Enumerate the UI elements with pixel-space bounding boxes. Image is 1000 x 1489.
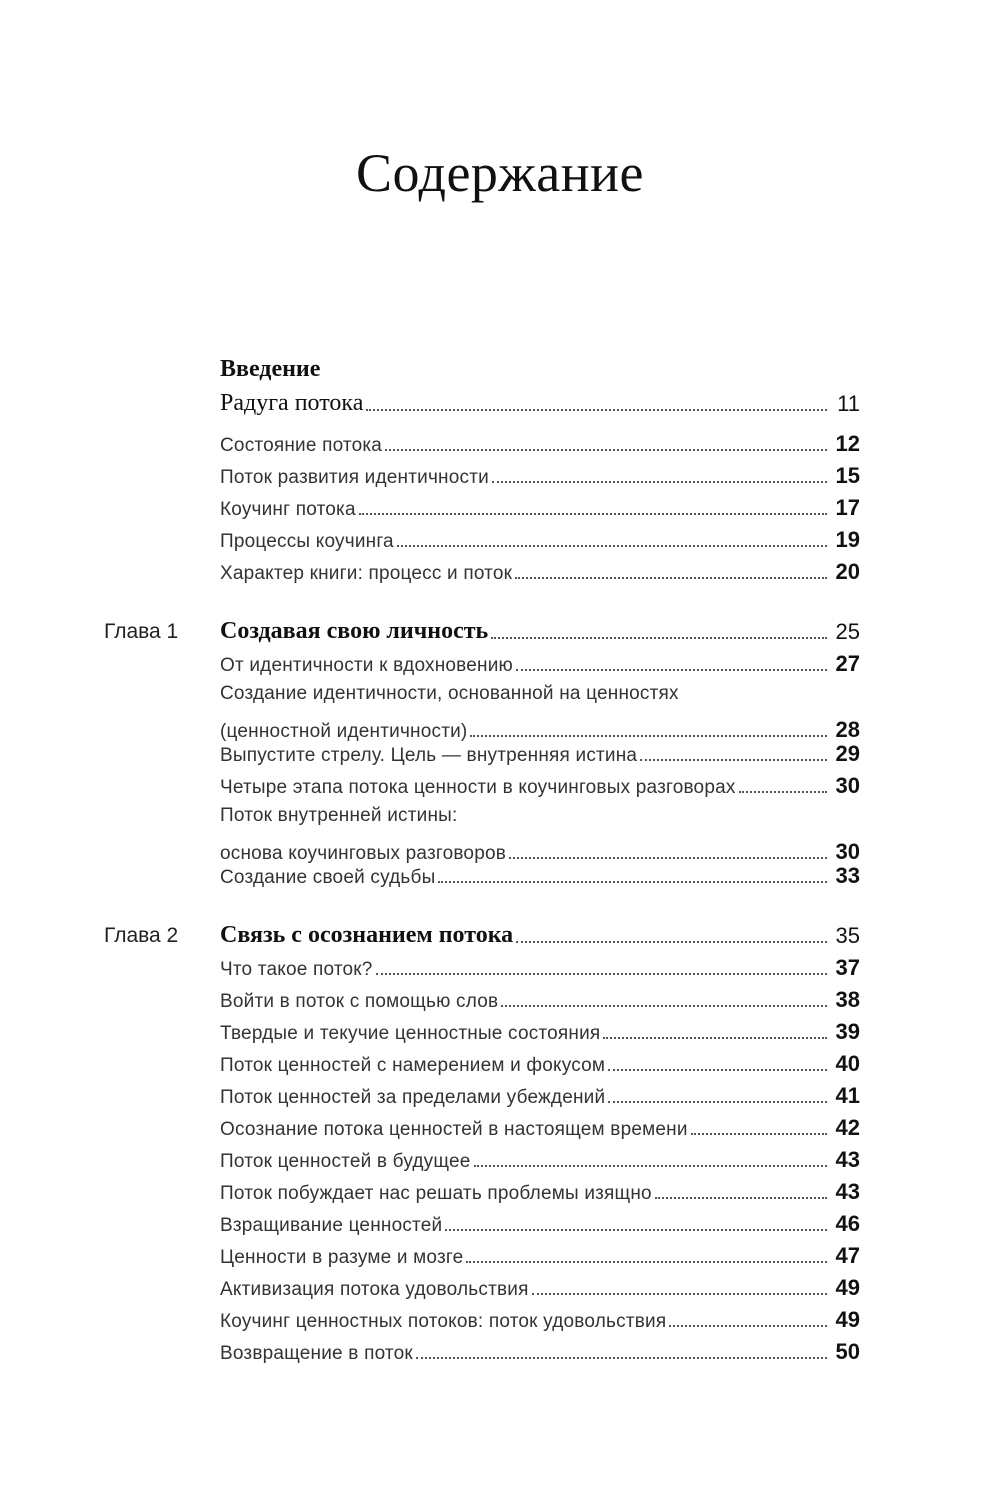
dot-leader [492,481,827,483]
dot-leader [640,759,827,761]
toc-entry-page: 43 [835,1179,860,1204]
toc-entry-page: 43 [835,1147,860,1172]
toc-entry-title: Характер книги: процесс и поток [220,563,513,584]
chapter-heading[interactable] [104,920,860,952]
toc-entry-page: 27 [835,651,860,676]
toc-entry-page: 41 [835,1083,860,1108]
toc-entry-title: От идентичности к вдохновению [220,655,513,676]
dot-leader [397,545,827,547]
toc-entry-title: Осознание потока ценностей в настоящем времени [220,1119,688,1140]
dot-leader [655,1197,827,1199]
toc-entry-title: Поток ценностей в будущее [220,1151,471,1172]
toc-entry-page: 19 [835,527,860,552]
toc-entry[interactable] [220,1208,860,1240]
toc-entry-page: 49 [835,1275,860,1300]
chapter-title: Связь с осознанием потока [220,922,514,948]
toc-entry[interactable] [220,684,860,746]
dot-leader [516,941,827,943]
toc-entry-page: 11 [837,391,860,416]
toc-entry-page: 15 [835,463,860,488]
toc-entry-page: 28 [835,717,860,742]
toc-entry-page: 49 [835,1307,860,1332]
toc-entry-page: 42 [835,1115,860,1140]
chapter-title: Создавая свою личность [220,618,489,644]
toc-entry-title: Радуга потока [220,390,364,416]
toc-entry[interactable] [220,1016,860,1048]
toc-entry-title: Поток ценностей за пределами убеждений [220,1087,606,1108]
toc-entry-title: Поток внутренней истины: [220,805,458,826]
toc-entry-title: Создание идентичности, основанной на ценностях [220,683,679,704]
toc-entry-title: Поток развития идентичности [220,467,489,488]
toc-entry[interactable] [220,648,860,680]
toc-entry-page: 38 [835,987,860,1012]
dot-leader [366,409,827,411]
toc-entry[interactable] [220,492,860,524]
dot-leader [376,973,827,975]
dot-leader [445,1229,827,1231]
toc-entry-title: Состояние потока [220,435,383,456]
toc-entry[interactable] [220,388,860,420]
toc-entry[interactable] [220,1048,860,1080]
toc-entry-title: Процессы коучинга [220,531,394,552]
toc-entry-page: 17 [835,495,860,520]
toc-entry-page: 33 [835,863,860,888]
toc-entry[interactable] [220,806,860,868]
dot-leader [669,1325,827,1327]
toc-entry[interactable] [220,1304,860,1336]
toc-entry-title: Что такое поток? [220,959,373,980]
toc-entry-title: Выпустите стрелу. Цель — внутренняя истина [220,745,638,766]
intro-heading: Введение [220,356,321,382]
dot-leader [501,1005,827,1007]
toc-entry[interactable] [220,738,860,770]
dot-leader [474,1165,827,1167]
dot-leader [516,669,827,671]
toc-entry[interactable] [220,1112,860,1144]
chapter-heading[interactable] [104,616,860,648]
toc-entry-title: Ценности в разуме и мозге [220,1247,464,1268]
toc-entry[interactable] [220,460,860,492]
dot-leader [416,1357,827,1359]
dot-leader [438,881,827,883]
toc-entry-title-cont: (ценностной идентичности) [220,721,468,742]
dot-leader [470,735,827,737]
toc-entry-page: 29 [835,741,860,766]
dot-leader [691,1133,827,1135]
toc-entry-page: 25 [835,619,860,644]
toc-entry-title: Поток побуждает нас решать проблемы изящно [220,1183,652,1204]
chapter-label: Глава 1 [104,620,179,643]
toc-entry[interactable] [220,860,860,892]
intro-heading-row [220,354,860,386]
toc-entry[interactable] [220,952,860,984]
toc-entry-title: Возвращение в поток [220,1343,413,1364]
toc-entry-title: Коучинг потока [220,499,356,520]
toc-entry-title: Взращивание ценностей [220,1215,443,1236]
dot-leader [385,449,827,451]
toc-entry[interactable] [220,1336,860,1368]
page-title: Содержание [356,143,644,203]
dot-leader [515,577,827,579]
toc-entry-title: Войти в поток с помощью слов [220,991,499,1012]
toc-entry-title: Коучинг ценностных потоков: поток удовольствия [220,1311,667,1332]
toc-entry[interactable] [220,984,860,1016]
toc-entry-title: Поток ценностей с намерением и фокусом [220,1055,606,1076]
toc-entry-page: 46 [835,1211,860,1236]
toc-entry-page: 20 [835,559,860,584]
toc-entry-page: 50 [835,1339,860,1364]
dot-leader [359,513,827,515]
toc-entry[interactable] [220,1176,860,1208]
toc-entry-title-cont: основа коучинговых разговоров [220,843,507,864]
dot-leader [603,1037,827,1039]
dot-leader [491,637,827,639]
toc-entry-page: 47 [835,1243,860,1268]
toc-entry[interactable] [220,1144,860,1176]
toc-entry-page: 30 [835,773,860,798]
dot-leader [608,1101,827,1103]
dot-leader [466,1261,827,1263]
toc-entry-page: 39 [835,1019,860,1044]
toc-entry[interactable] [220,556,860,588]
toc-entry-page: 12 [835,431,860,456]
toc-entry[interactable] [220,428,860,460]
toc-entry-title: Твердые и текучие ценностные состояния [220,1023,601,1044]
dot-leader [608,1069,827,1071]
dot-leader [532,1293,827,1295]
toc-entry-page: 37 [835,955,860,980]
toc-entry[interactable] [220,770,860,802]
toc-entry[interactable] [220,524,860,556]
toc-entry-page: 40 [835,1051,860,1076]
toc-entry-title: Активизация потока удовольствия [220,1279,529,1300]
toc-entry-page: 35 [835,923,860,948]
toc-entry-page: 30 [835,839,860,864]
toc-entry-title: Четыре этапа потока ценности в коучинговых разговорах [220,777,736,798]
chapter-label: Глава 2 [104,924,179,947]
toc-entry-title: Создание своей судьбы [220,867,436,888]
dot-leader [509,857,827,859]
toc-entry[interactable] [220,1272,860,1304]
toc-entry[interactable] [220,1240,860,1272]
dot-leader [739,791,827,793]
toc-entry[interactable] [220,1080,860,1112]
